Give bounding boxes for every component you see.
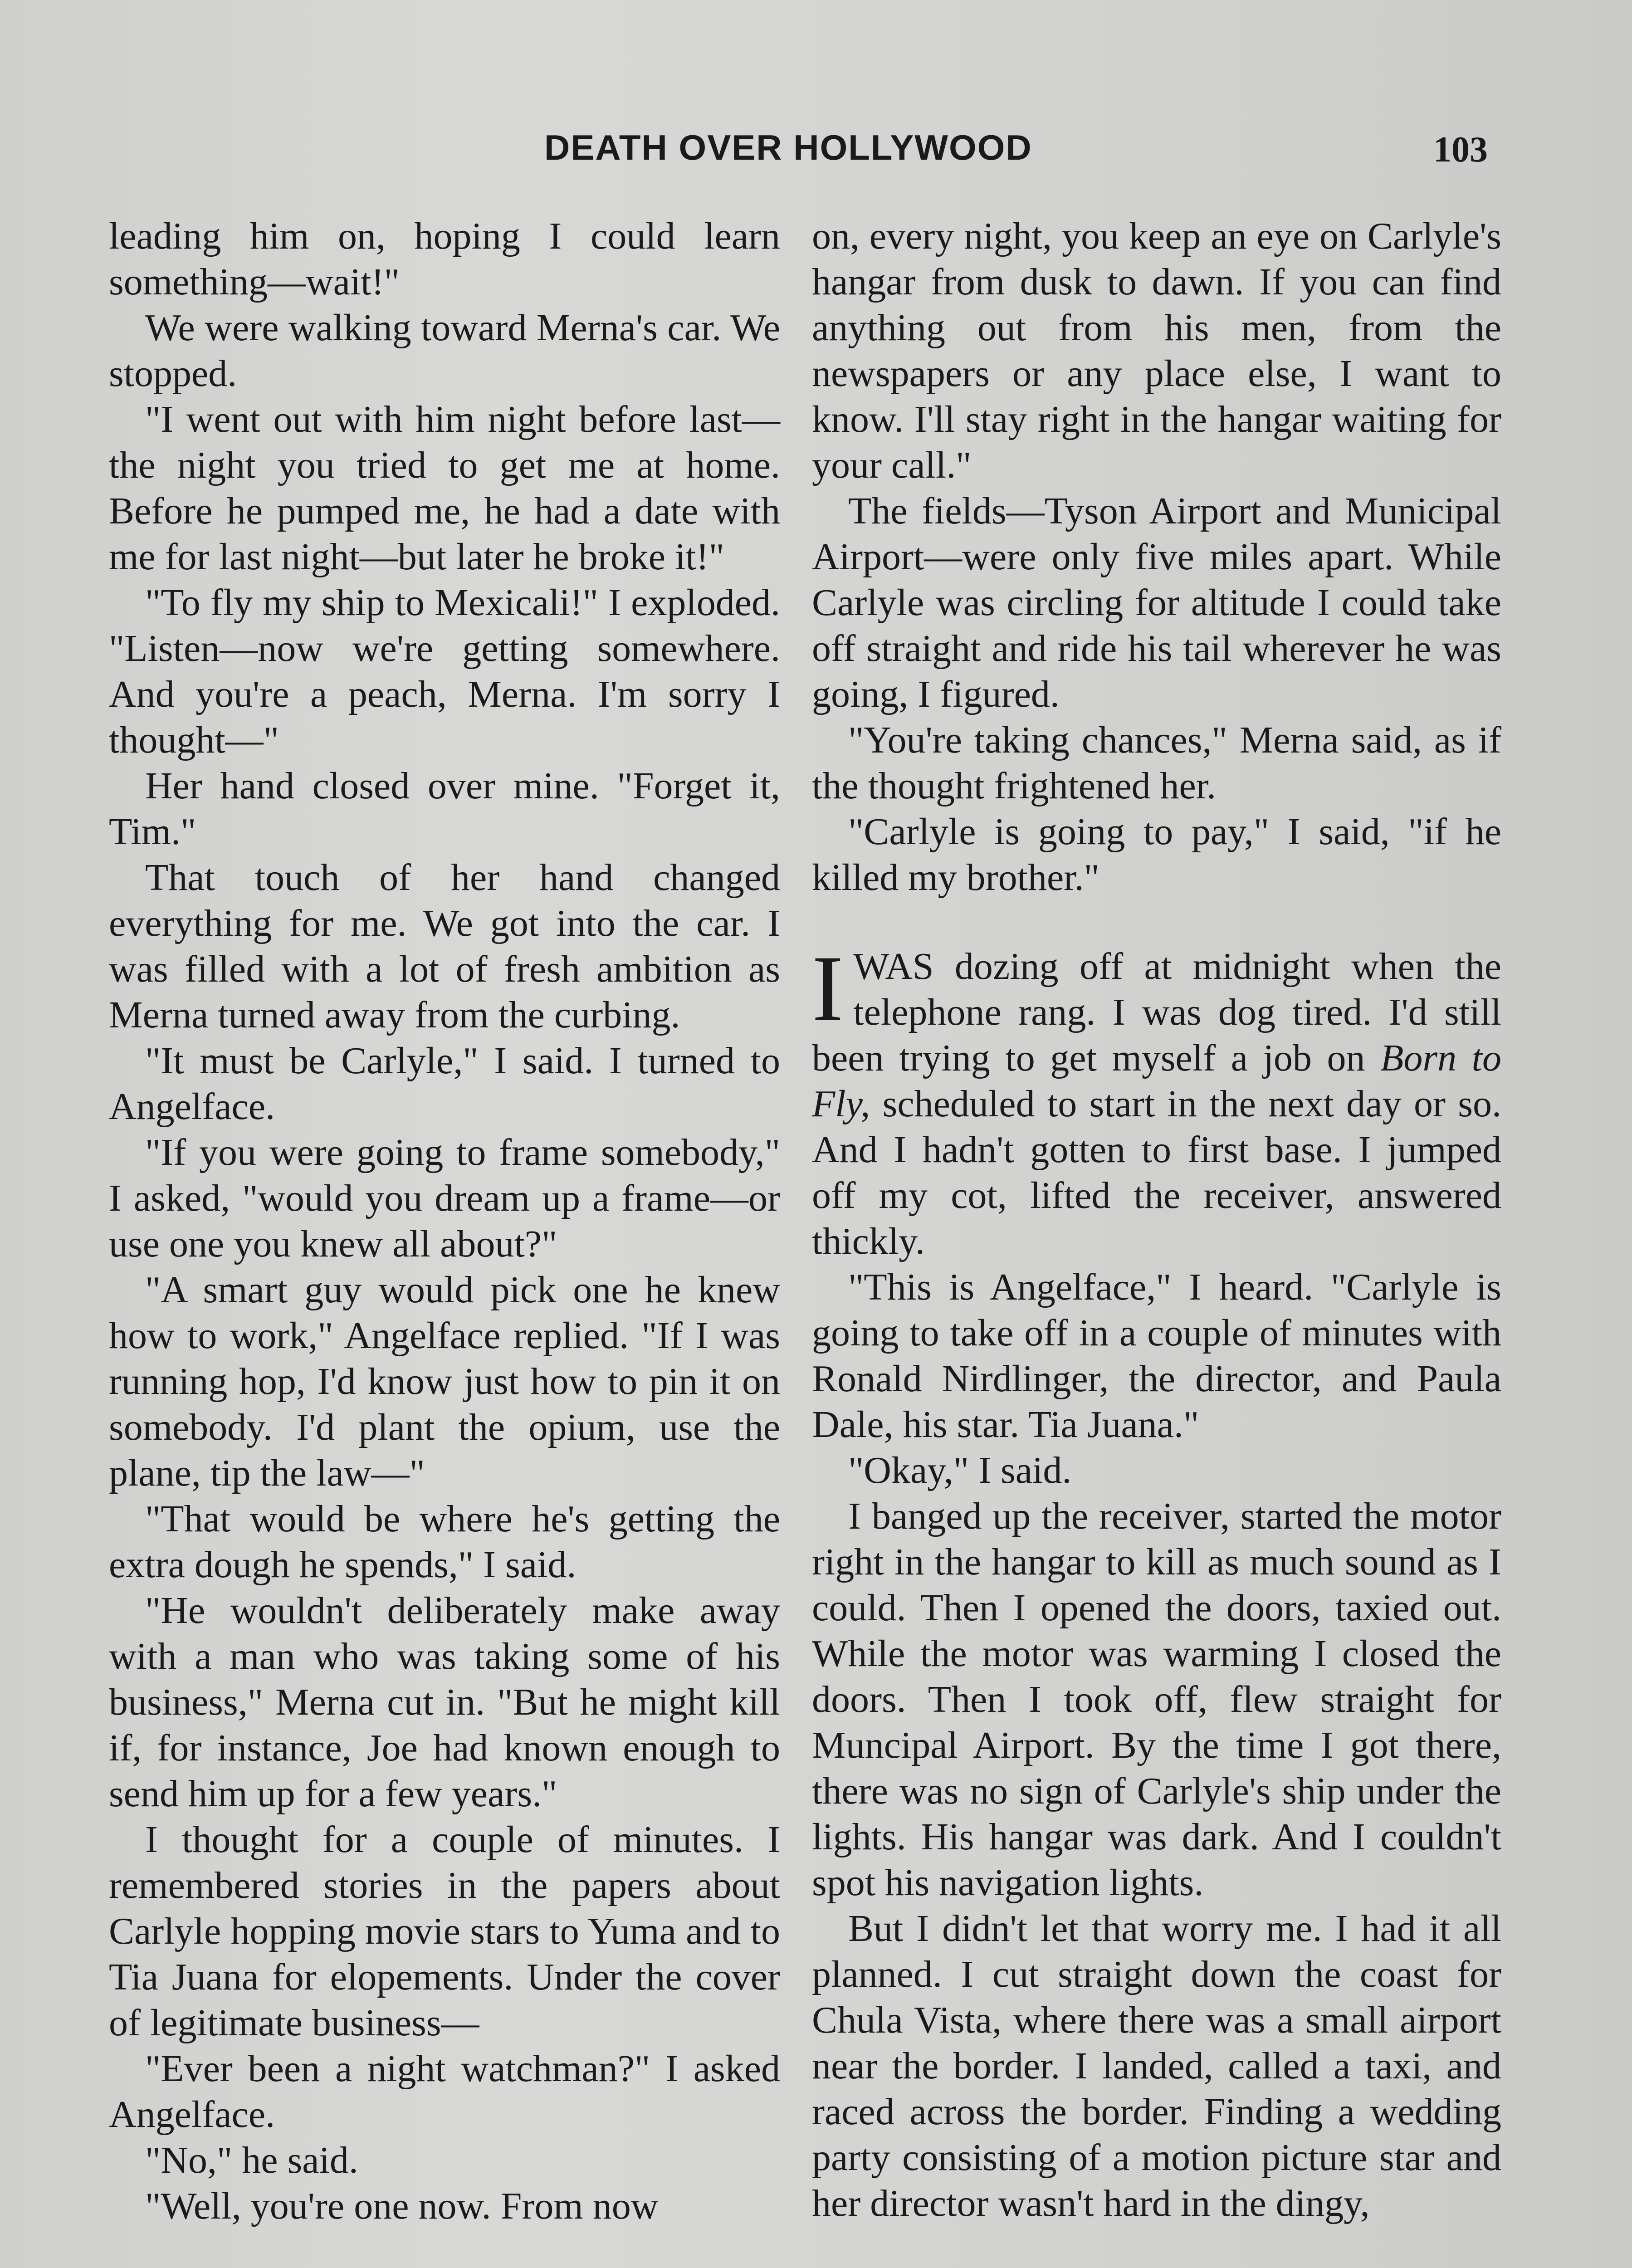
paragraph: "That would be where he's getting the extra dough he spends," I said.	[109, 1498, 780, 1586]
paragraph: That touch of her hand changed everything for me. We got into the car. I was filled with a lot of fresh ambition as Merna turned away from the curbing.	[109, 856, 780, 1036]
paragraph: "To fly my ship to Mexicali!" I exploded. "Listen—now we're getting somewhere. And you're a peach, Merna. I'm sorry I thought—"	[109, 582, 780, 761]
paragraph: leading him on, hoping I could learn something—wait!"	[109, 215, 780, 303]
paragraph: I thought for a couple of minutes. I remembered stories in the papers about Carlyle hopping movie stars to Yuma and to Tia Juana for elopements. Under the cover of legitimate business—	[109, 1818, 780, 2044]
dropcap-text-continued: scheduled to start in the next day or so. And I hadn't gotten to first base. I jumped off my cot, lifted the receiver, answered thickly.	[812, 1083, 1501, 1262]
paragraph: We were walking toward Merna's car. We stopped.	[109, 307, 780, 395]
paragraph: "He wouldn't deliberately make away with a man who was taking some of his business," Merna cut in. "But he might kill if, for instance, Joe had known enough to send him up for a few years."	[109, 1589, 780, 1815]
paragraph: "I went out with him night before last—the night you tried to get me at home. Before he pumped me, he had a date with me for last night—but later he broke it!"	[109, 398, 780, 578]
paragraph: "Well, you're one now. From now	[145, 2185, 659, 2227]
dropcap-paragraph	[812, 936, 1501, 1264]
paragraph: Her hand closed over mine. "Forget it, Tim."	[109, 765, 780, 853]
paragraph: I banged up the receiver, started the motor right in the hangar to kill as much sound as I could. Then I opened the doors, taxied out. While the motor was warming I closed the doors. Then I took off, flew straight for Muncipal Airport. By the time I got there, there was no sign of Carlyle's ship under the lights. His hangar was dark. And I couldn't spot his navigation lights.	[812, 1495, 1501, 1904]
paragraph: "You're taking chances," Merna said, as if the thought frightened her.	[812, 719, 1501, 807]
paragraph: "Okay," I said.	[848, 1449, 1072, 1491]
paragraph: "Ever been a night watchman?" I asked Angelface.	[109, 2048, 780, 2136]
left-column	[109, 213, 780, 2229]
running-title: DEATH OVER HOLLYWOOD	[544, 127, 1032, 167]
paragraph: "Carlyle is going to pay," I said, "if he killed my brother."	[812, 811, 1501, 899]
section-break	[812, 900, 1501, 943]
page-number: 103	[1433, 130, 1488, 170]
film-title: Born to Fly,	[812, 1037, 1501, 1125]
paragraph: "If you were going to frame somebody," I asked, "would you dream up a frame—or use one you knew all about?"	[109, 1131, 780, 1265]
paragraph: "It must be Carlyle," I said. I turned to Angelface.	[109, 1040, 780, 1128]
paragraph: The fields—Tyson Airport and Municipal Airport—were only five miles apart. While Carlyle was circling for altitude I could take off straight and ride his tail wherever he was going, I figured.	[812, 490, 1501, 715]
paragraph: But I didn't let that worry me. I had it all planned. I cut straight down the coast for Chula Vista, where there was a small airport near the border. I landed, called a taxi, and raced across the border. Finding a wedding party consisting of a motion picture star and her director wasn't hard in the dingy,	[812, 1907, 1501, 2224]
paragraph: "This is Angelface," I heard. "Carlyle is going to take off in a couple of minutes with Ronald Nirdlinger, the director, and Paula Dale, his star. Tia Juana."	[812, 1266, 1501, 1446]
dropcap-text: WAS dozing off at midnight when the telephone rang. I was dog tired. I'd still been trying to get myself a job on	[812, 945, 1501, 1079]
paragraph: "A smart guy would pick one he knew how to work," Angelface replied. "If I was running hop, I'd know just how to pin it on somebody. I'd plant the opium, use the plane, tip the law—"	[109, 1269, 780, 1494]
paragraph: "No," he said.	[145, 2139, 358, 2181]
paragraph: on, every night, you keep an eye on Carlyle's hangar from dusk to dawn. If you can find anything out from his men, from the newspapers or any place else, I want to know. I'll stay right in the hangar waiting for your call."	[812, 215, 1501, 486]
right-column	[812, 213, 1501, 2226]
drop-cap: I	[812, 936, 844, 1041]
